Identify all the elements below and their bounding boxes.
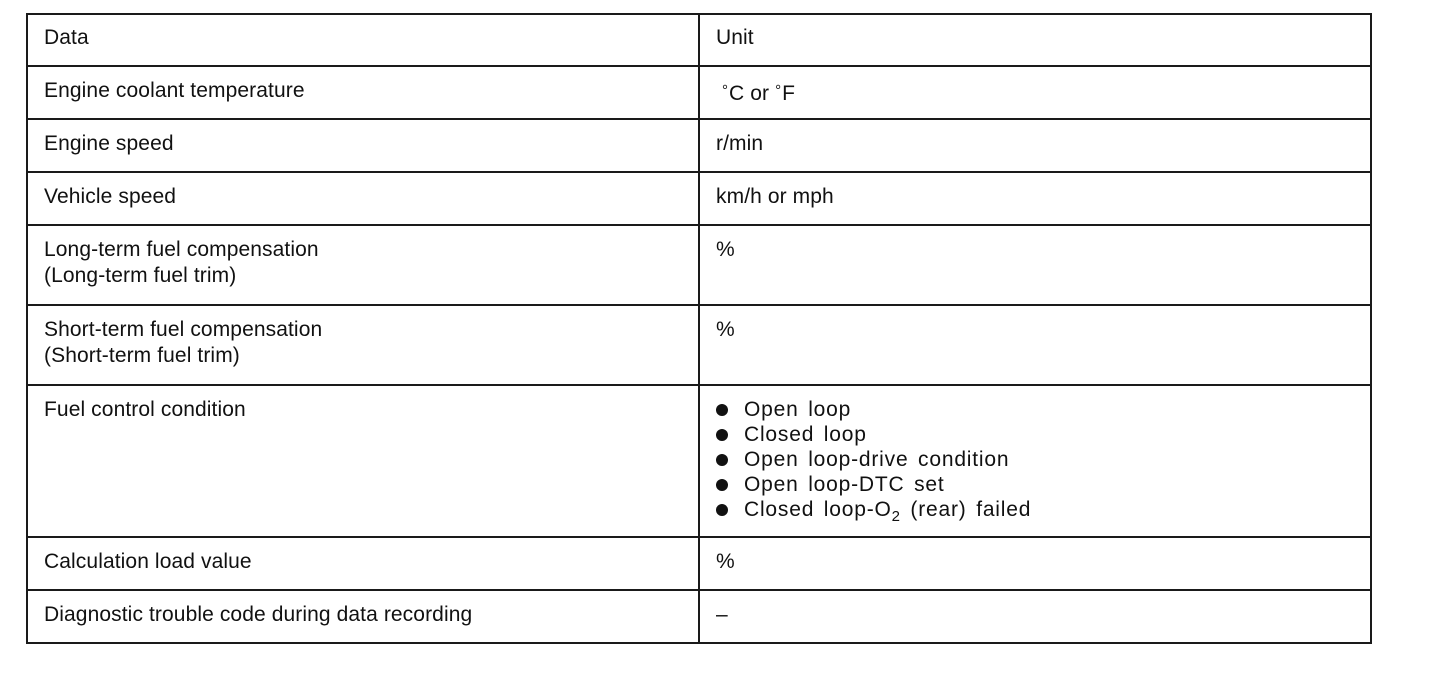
unit-cell <box>699 385 1371 537</box>
unit-cell <box>699 225 1371 305</box>
table-row <box>27 225 1371 305</box>
table-row <box>27 537 1371 590</box>
unit-label: % <box>716 238 735 261</box>
data-cell <box>27 537 699 590</box>
list-item <box>716 447 1354 472</box>
data-label: Short-term fuel compensation <box>44 318 323 341</box>
list-item-label-tail: (rear) failed <box>900 498 1032 521</box>
data-label: Vehicle speed <box>44 185 177 208</box>
data-cell <box>27 225 699 305</box>
list-item <box>716 397 1354 422</box>
data-unit-table <box>26 13 1372 644</box>
unit-cell <box>699 66 1371 119</box>
unit-label: r/min <box>716 132 764 155</box>
unit-label: – <box>716 603 728 626</box>
bullet-icon <box>716 479 728 491</box>
degree-symbol: ° <box>721 82 729 99</box>
unit-cell <box>699 537 1371 590</box>
unit-cell <box>699 590 1371 643</box>
bullet-icon <box>716 454 728 466</box>
data-label: Engine speed <box>44 132 174 155</box>
table-row <box>27 385 1371 537</box>
data-cell <box>27 66 699 119</box>
list-item-label: Open loop <box>744 398 852 421</box>
data-label: Calculation load value <box>44 550 252 573</box>
header-data-label: Data <box>44 26 89 49</box>
list-item-label: Open loop-DTC set <box>744 473 945 496</box>
list-item <box>716 497 1354 529</box>
data-label: Engine coolant temperature <box>44 79 305 102</box>
list-item <box>716 472 1354 497</box>
fuel-condition-list <box>716 397 1354 529</box>
header-data-cell <box>27 14 699 66</box>
unit-label: % <box>716 318 735 341</box>
data-cell <box>27 119 699 172</box>
data-label: Long-term fuel compensation <box>44 238 319 261</box>
bullet-icon <box>716 429 728 441</box>
bullet-icon <box>716 404 728 416</box>
data-label: Fuel control condition <box>44 398 246 421</box>
data-cell <box>27 590 699 643</box>
header-unit-label: Unit <box>716 26 754 49</box>
table-row <box>27 305 1371 385</box>
table-row <box>27 590 1371 643</box>
unit-celsius: C or <box>729 82 776 105</box>
header-unit-cell <box>699 14 1371 66</box>
degree-symbol: ° <box>775 82 782 99</box>
data-label-secondary: (Short-term fuel trim) <box>44 344 240 367</box>
list-item-label: Closed loop <box>744 423 867 446</box>
list-item-label: Open loop-drive condition <box>744 448 1010 471</box>
data-cell <box>27 385 699 537</box>
unit-fahrenheit: F <box>782 82 796 105</box>
bullet-icon <box>716 504 728 516</box>
unit-cell <box>699 119 1371 172</box>
unit-label: km/h or mph <box>716 185 834 208</box>
table-header-row <box>27 14 1371 66</box>
list-item <box>716 422 1354 447</box>
table-row <box>27 66 1371 119</box>
data-cell <box>27 172 699 225</box>
unit-label: % <box>716 550 735 573</box>
unit-cell <box>699 172 1371 225</box>
table-row <box>27 172 1371 225</box>
unit-cell <box>699 305 1371 385</box>
table-row <box>27 119 1371 172</box>
list-item-label: Closed loop-O <box>744 498 892 521</box>
data-label: Diagnostic trouble code during data recording <box>44 603 473 626</box>
subscript: 2 <box>891 508 901 525</box>
data-label-secondary: (Long-term fuel trim) <box>44 264 237 287</box>
data-cell <box>27 305 699 385</box>
